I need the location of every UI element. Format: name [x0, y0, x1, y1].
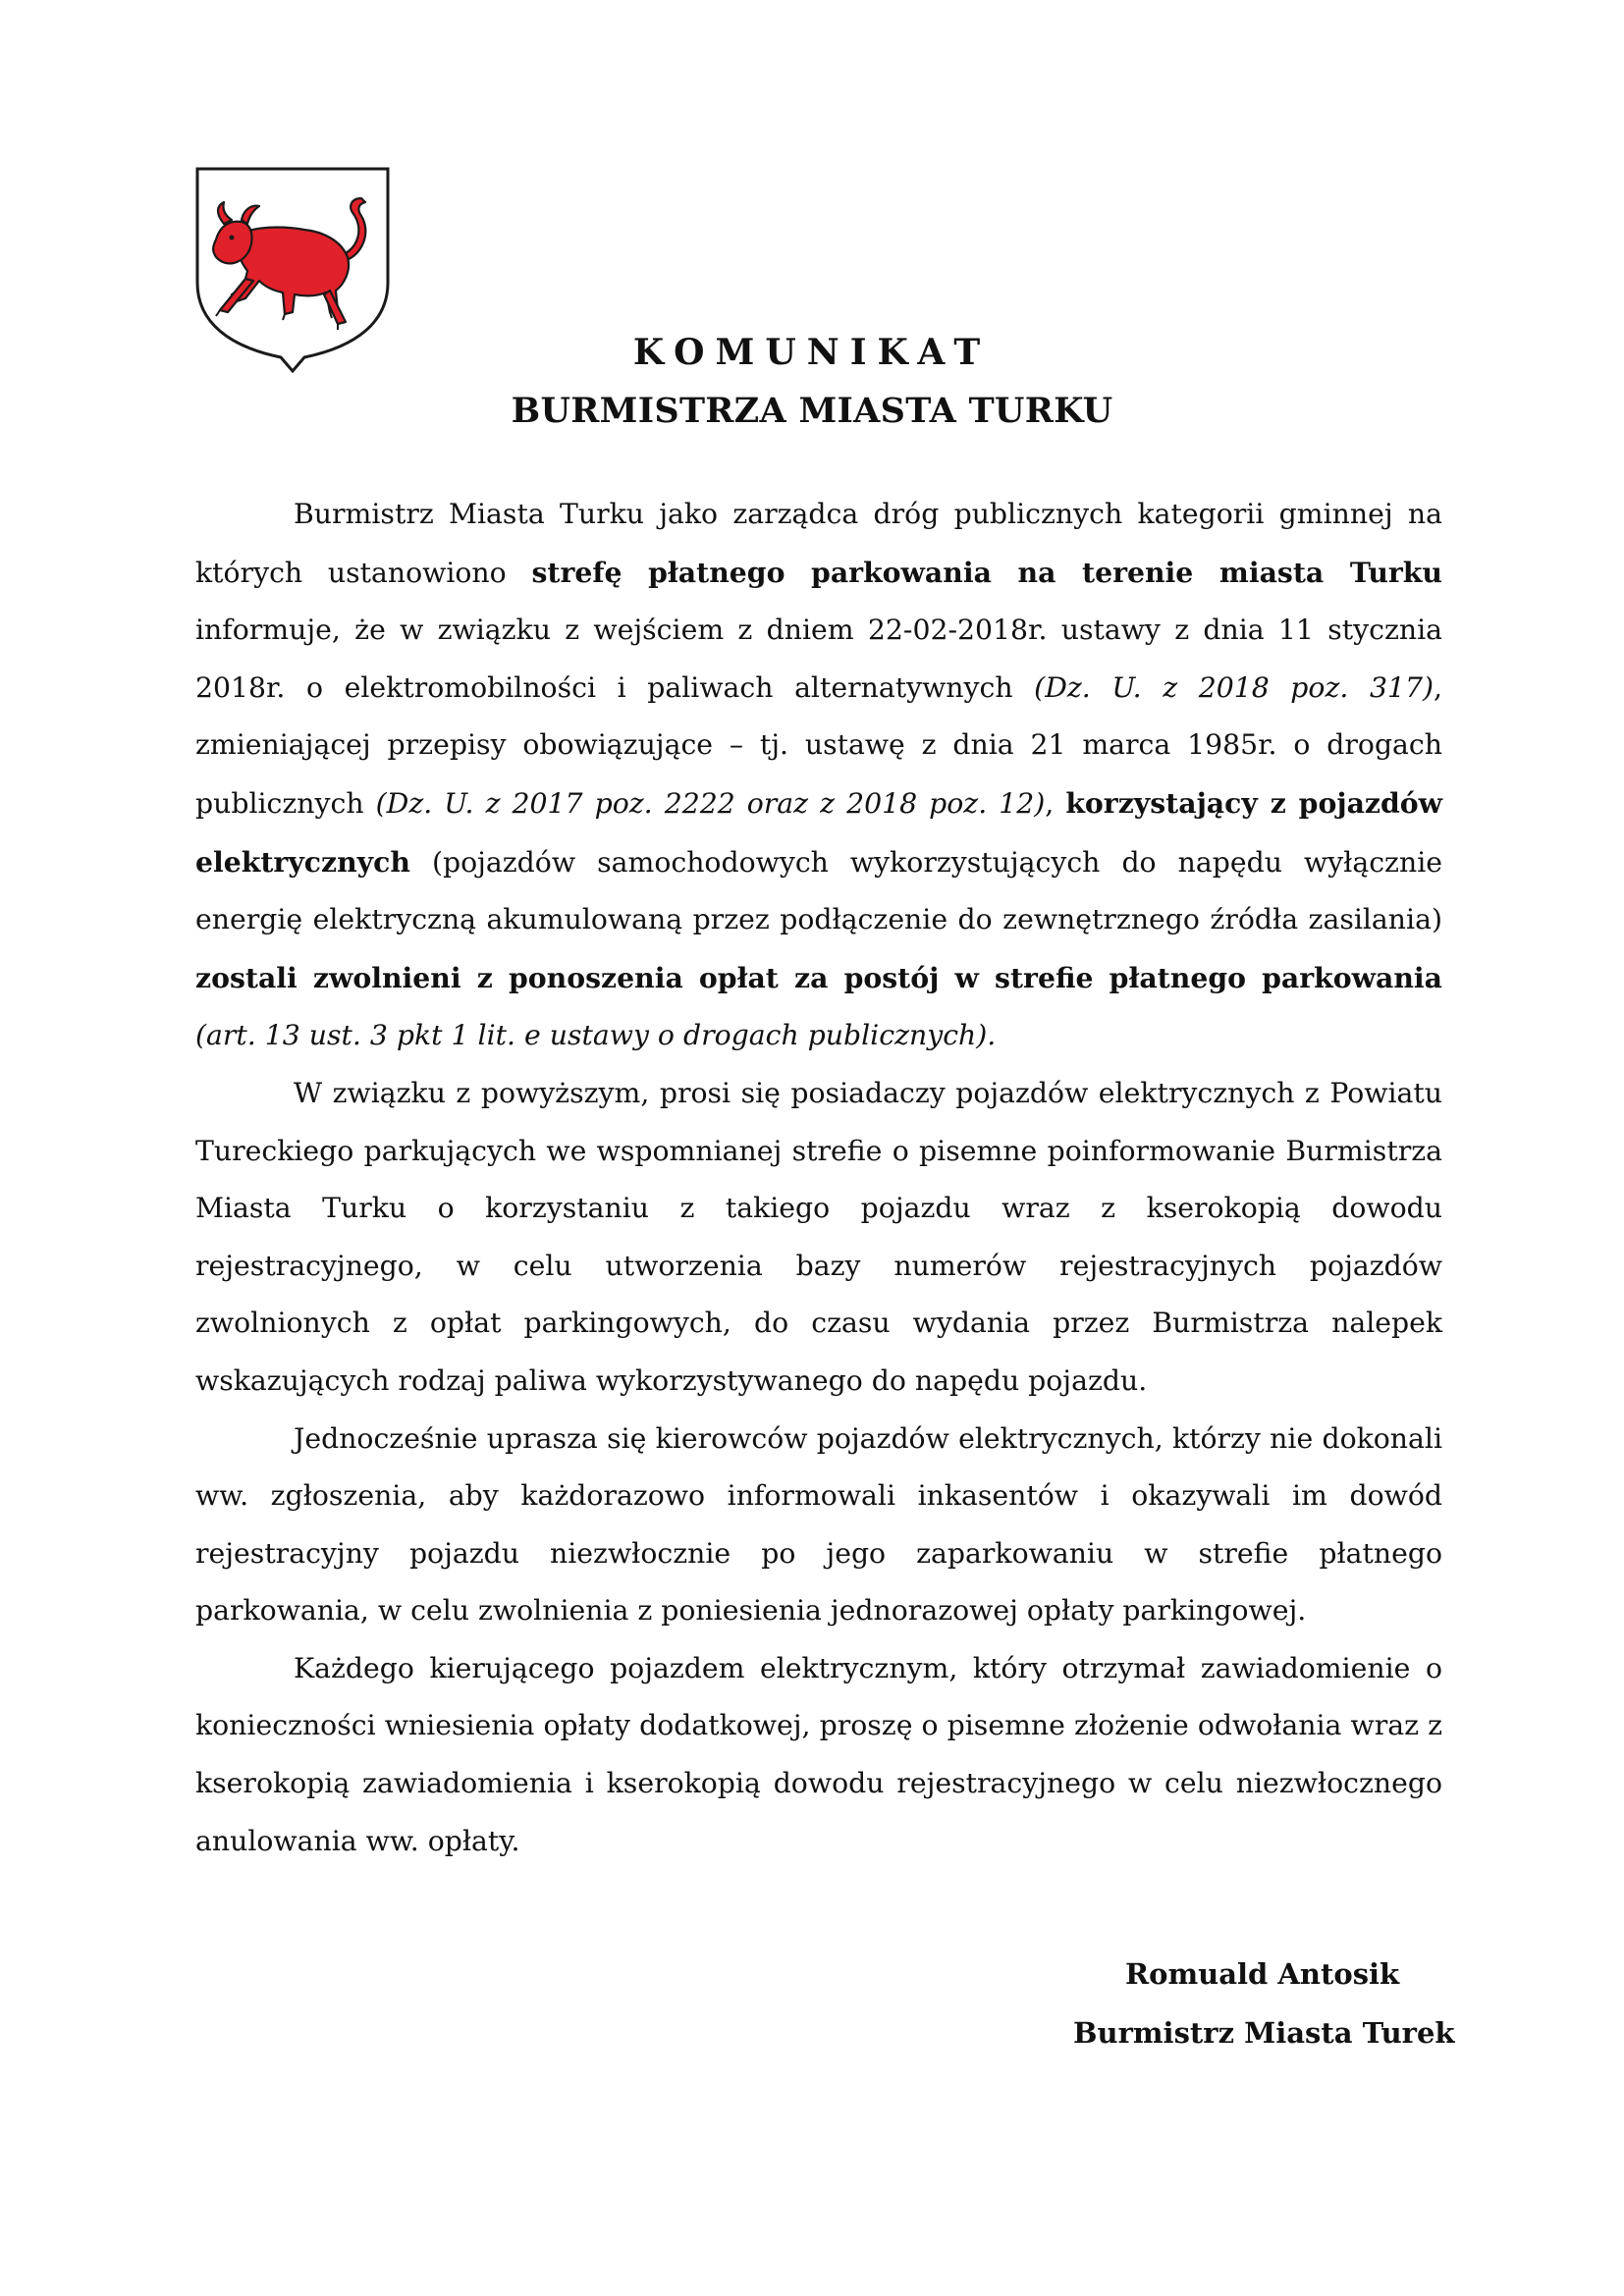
paragraph-1-bold-2: korzystający z pojazdów elektrycznych	[195, 785, 1442, 879]
paragraph-1-text-3: , zmieniającej przepisy obowiązujące – tj. ustawę z dnia 21 marca 1985r. o drogach publicznych	[195, 670, 1442, 820]
document-title: KOMUNIKAT	[632, 332, 992, 373]
document-subtitle: BURMISTRZA MIASTA TURKU	[511, 391, 1113, 431]
document-body	[195, 486, 1442, 1870]
paragraph-1-bold-1: strefę płatnego parkowania na terenie miasta Turku	[531, 555, 1442, 589]
paragraph-1	[195, 486, 1442, 1065]
paragraph-1-text-5: (pojazdów samochodowych wykorzystujących do napędu wyłącznie energię elektryczną akumulowaną przez podłączenie do zewnętrznego źródła zasilania)	[195, 845, 1442, 936]
signature-title: Burmistrz Miasta Turek	[1073, 2016, 1455, 2050]
ox-eye	[230, 236, 235, 240]
paragraph-1-bold-3: zostali zwolnieni z ponoszenia opłat za postój w strefie płatnego parkowania	[195, 960, 1442, 994]
paragraph-4: Każdego kierującego pojazdem elektrycznym, który otrzymał zawiadomienie o konieczności wniesienia opłaty dodatkowej, proszę o pisemne złożenie odwołania wraz z kserokopią zawiadomienia i kserokopią dowodu rejestracyjnego w celu niezwłocznego anulowania ww. opłaty.	[195, 1651, 1442, 1857]
paragraph-1-italic-2: (Dz. U. z 2017 poz. 2222 oraz z 2018 poz. 12)	[375, 786, 1046, 820]
paragraph-2: W związku z powyższym, prosi się posiadaczy pojazdów elektrycznych z Powiatu Tureckiego parkujących we wspomnianej strefie o pisemne poinformowanie Burmistrza Miasta Turku o korzystaniu z takiego pojazdu wraz z kserokopią dowodu rejestracyjnego, w celu utworzenia bazy numerów rejestracyjnych pojazdów zwolnionych z opłat parkingowych, do czasu wydania przez Burmistrza nalepek wskazujących rodzaj paliwa wykorzystywanego do napędu pojazdu.	[195, 1076, 1442, 1397]
paragraph-3: Jednocześnie uprasza się kierowców pojazdów elektrycznych, którzy nie dokonali ww. zgłoszenia, aby każdorazowo informowali inkasentów i okazywali im dowód rejestracyjny pojazdu niezwłocznie po jego zaparkowaniu w strefie płatnego parkowania, w celu zwolnienia z poniesienia jednorazowej opłaty parkingowej.	[195, 1421, 1442, 1628]
signature-name: Romuald Antosik	[1125, 1957, 1400, 1991]
paragraph-1-text-1: Burmistrz Miasta Turku jako zarządca dróg publicznych kategorii gminnej na których ustanowiono	[195, 498, 1442, 589]
paragraph-1-italic-1: (Dz. U. z 2018 poz. 317)	[1034, 670, 1434, 704]
paragraph-1-italic-3: (art. 13 ust. 3 pkt 1 lit. e ustawy o drogach publicznych).	[195, 1019, 997, 1052]
paragraph-1-text-2: informuje, że w związku z wejściem z dniem 22-02-2018r. ustawy z dnia 11 stycznia 2018r. o elektromobilności i paliwach alternatywnych	[195, 614, 1442, 704]
paragraph-1-text-4: ,	[1045, 786, 1066, 820]
